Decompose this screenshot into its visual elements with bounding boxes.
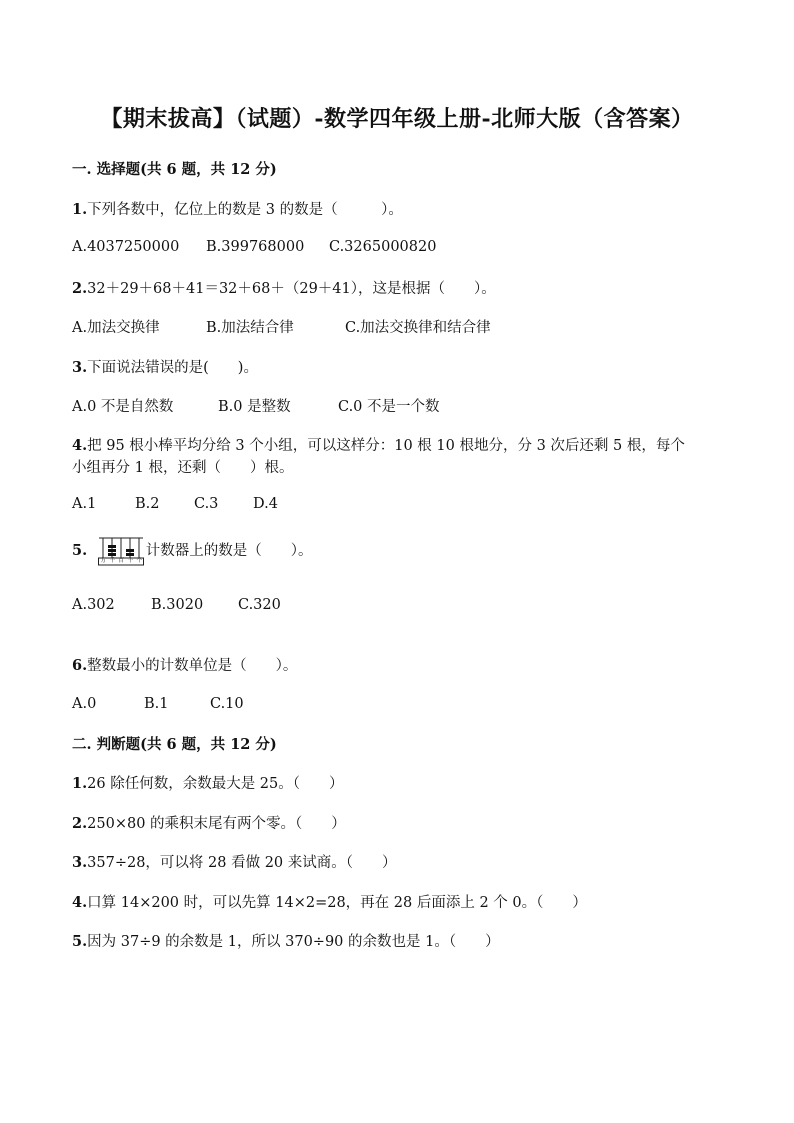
question-text: 357÷28，可以将 28 看做 20 来试商。（ ） bbox=[87, 855, 397, 871]
question-text: 250×80 的乘积末尾有两个零。（ ） bbox=[87, 816, 346, 832]
option-c: C.320 bbox=[238, 597, 281, 613]
question-text: 32＋29＋68＋41＝32＋68＋（29＋41），这是根据（ ）。 bbox=[87, 281, 496, 297]
abacus-counter-image bbox=[98, 536, 144, 566]
abacus-label: 个 bbox=[136, 558, 142, 564]
option-c: C.10 bbox=[210, 696, 244, 712]
question-text: 口算 14×200 时，可以先算 14×2=28，再在 28 后面添上 2 个 0。（ ） bbox=[87, 895, 587, 911]
question-1-options bbox=[72, 239, 436, 255]
question-number: 5. bbox=[72, 542, 88, 559]
option-b: B.0 是整数 bbox=[218, 399, 291, 415]
question-text: 计数器上的数是（ ）。 bbox=[145, 543, 313, 559]
question-text: 小组再分 1 根，还剩（ ）根。 bbox=[72, 460, 294, 476]
option-b: B.2 bbox=[135, 496, 160, 512]
judge-question-4 bbox=[72, 891, 587, 912]
question-number: 2. bbox=[72, 280, 88, 297]
judge-question-2 bbox=[72, 812, 346, 833]
option-b: B.1 bbox=[144, 696, 169, 712]
page-title: 【期末拔高】（试题）-数学四年级上册-北师大版（含答案） bbox=[100, 106, 694, 132]
option-c: C.加法交换律和结合律 bbox=[345, 320, 491, 336]
question-number: 4. bbox=[72, 437, 88, 454]
option-a: A.1 bbox=[72, 496, 97, 512]
question-text: 下面说法错误的是( )。 bbox=[87, 360, 258, 376]
question-1 bbox=[72, 198, 403, 219]
question-number: 4. bbox=[72, 894, 88, 911]
section-heading-choice: 一. 选择题(共 6 题，共 12 分) bbox=[72, 161, 277, 178]
question-text: 整数最小的计数单位是（ ）。 bbox=[87, 658, 298, 674]
question-5-options bbox=[72, 597, 281, 613]
question-4-options bbox=[72, 496, 278, 512]
judge-question-1 bbox=[72, 772, 344, 793]
question-number: 2. bbox=[72, 815, 88, 832]
option-b: B.3020 bbox=[151, 597, 204, 613]
option-c: C.0 不是一个数 bbox=[338, 399, 440, 415]
option-a: A.302 bbox=[72, 597, 115, 613]
question-2 bbox=[72, 277, 496, 298]
question-4-continued bbox=[72, 456, 293, 477]
question-4 bbox=[72, 434, 685, 455]
section-heading-judge: 二. 判断题(共 6 题，共 12 分) bbox=[72, 736, 277, 753]
question-number: 3. bbox=[72, 359, 88, 376]
abacus-label: 千 bbox=[109, 558, 115, 564]
question-3-options bbox=[72, 395, 440, 416]
judge-question-3 bbox=[72, 851, 397, 872]
question-number: 1. bbox=[72, 775, 88, 792]
question-number: 1. bbox=[72, 201, 88, 218]
abacus-label: 十 bbox=[127, 558, 133, 564]
question-6 bbox=[72, 654, 297, 675]
question-number: 6. bbox=[72, 657, 88, 674]
question-5 bbox=[72, 536, 313, 566]
option-a: A.4037250000 bbox=[72, 239, 180, 255]
question-text: 把 95 根小棒平均分给 3 个小组，可以这样分：10 根 10 根地分，分 3 次后还剩 5 根，每个 bbox=[87, 438, 685, 454]
question-6-options bbox=[72, 696, 244, 712]
question-number: 5. bbox=[72, 933, 88, 950]
option-a: A.加法交换律 bbox=[72, 320, 160, 336]
question-text: 26 除任何数，余数最大是 25。（ ） bbox=[87, 776, 344, 792]
option-c: C.3 bbox=[194, 496, 219, 512]
question-text: 因为 37÷9 的余数是 1，所以 370÷90 的余数也是 1。（ ） bbox=[87, 934, 500, 950]
option-c: C.3265000820 bbox=[329, 239, 437, 255]
option-d: D.4 bbox=[253, 496, 278, 512]
option-b: B.加法结合律 bbox=[206, 320, 294, 336]
question-3 bbox=[72, 356, 258, 377]
question-text: 下列各数中，亿位上的数是 3 的数是（ ）。 bbox=[87, 202, 403, 218]
option-a: A.0 bbox=[72, 696, 97, 712]
option-b: B.399768000 bbox=[206, 239, 305, 255]
question-number: 3. bbox=[72, 854, 88, 871]
judge-question-5 bbox=[72, 930, 500, 951]
option-a: A.0 不是自然数 bbox=[72, 399, 174, 415]
abacus-label: 百 bbox=[118, 558, 124, 564]
abacus-label: 万 bbox=[100, 558, 106, 564]
question-2-options bbox=[72, 316, 491, 337]
